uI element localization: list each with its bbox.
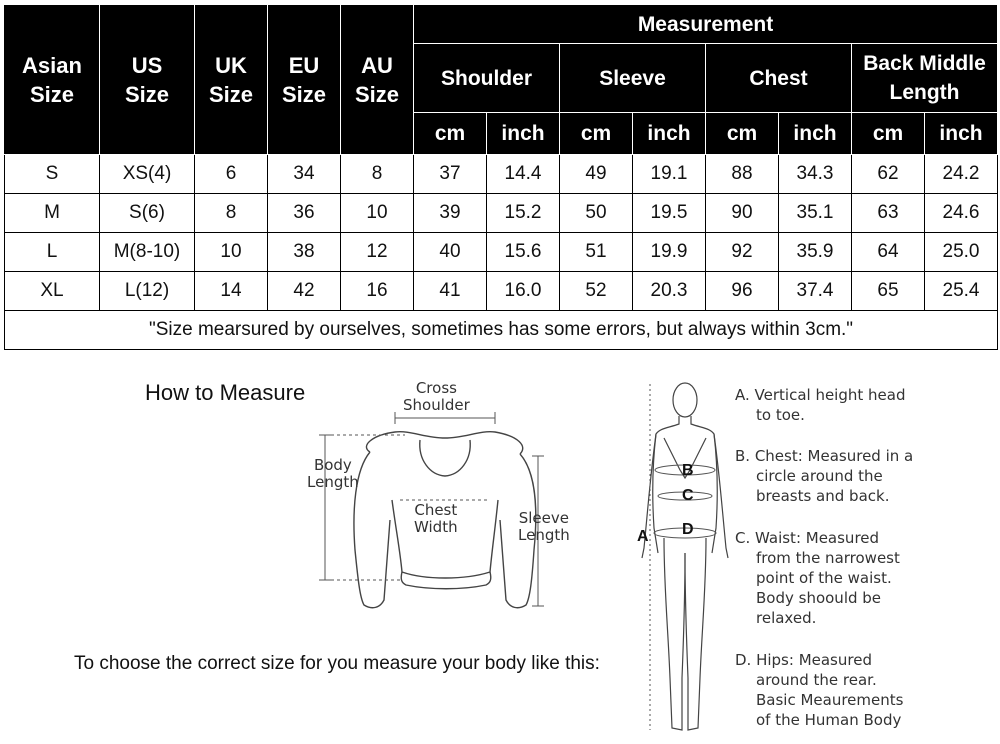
body-left-side (653, 416, 679, 553)
table-cell: S(6) (100, 194, 195, 233)
table-cell: 51 (560, 233, 633, 272)
header-eu-size: EU Size (268, 5, 341, 155)
size-table-body (5, 155, 998, 350)
table-cell: 36 (268, 194, 341, 233)
body-right-arm (714, 434, 728, 558)
header-asian-size: Asian Size (5, 5, 100, 155)
size-chart-table (4, 4, 998, 350)
table-cell: 90 (706, 194, 779, 233)
legend-a: A. Vertical height head to toe. (735, 386, 906, 424)
header-uk-size: UK Size (195, 5, 268, 155)
header-au-size: AU Size (341, 5, 414, 155)
table-cell: 52 (560, 272, 633, 311)
table-cell: 92 (706, 233, 779, 272)
sweater-collar-outline (366, 432, 522, 454)
table-cell: 41 (414, 272, 487, 311)
point-b-label: B (682, 462, 694, 479)
table-cell: L(12) (100, 272, 195, 311)
point-c-label: C (682, 487, 694, 504)
legend-c: C. Waist: Measured from the narrowest point of the waist. Body shoould be relaxed. (735, 529, 900, 627)
header-us-size: US Size (100, 5, 195, 155)
table-cell: 49 (560, 155, 633, 194)
table-cell: L (5, 233, 100, 272)
header-unit-cm: cm (560, 113, 633, 155)
table-cell: 12 (341, 233, 414, 272)
table-cell: S (5, 155, 100, 194)
sleeve-length-label: Sleeve Length (518, 509, 570, 544)
sweater-neckline (420, 440, 470, 476)
table-cell: 39 (414, 194, 487, 233)
table-cell: 37.4 (779, 272, 852, 311)
table-cell: 37 (414, 155, 487, 194)
table-cell: 14 (195, 272, 268, 311)
table-cell: 24.2 (925, 155, 998, 194)
body-head (673, 383, 697, 417)
point-a-label: A (637, 528, 649, 545)
body-right-leg (685, 538, 706, 730)
choose-size-instruction: To choose the correct size for you measure your body like this: (74, 653, 600, 674)
table-cell: 19.5 (633, 194, 706, 233)
table-cell: 24.6 (925, 194, 998, 233)
table-row (5, 194, 998, 233)
table-cell: 35.9 (779, 233, 852, 272)
table-row (5, 155, 998, 194)
body-length-label: Body Length (307, 456, 359, 491)
table-cell: M(8-10) (100, 233, 195, 272)
measurement-note: "Size mearsured by ourselves, sometimes has some errors, but always within 3cm." (5, 311, 998, 350)
table-cell: 65 (852, 272, 925, 311)
table-cell: 34 (268, 155, 341, 194)
legend-d: D. Hips: Measured around the rear. Basic Meaurements of the Human Body (735, 651, 904, 729)
table-cell: 20.3 (633, 272, 706, 311)
table-cell: 19.1 (633, 155, 706, 194)
table-cell: 8 (195, 194, 268, 233)
header-unit-cm: cm (414, 113, 487, 155)
table-cell: 35.1 (779, 194, 852, 233)
table-cell: 15.6 (487, 233, 560, 272)
cross-shoulder-label: Cross Shoulder (403, 379, 470, 414)
table-cell: 25.0 (925, 233, 998, 272)
header-unit-cm: cm (706, 113, 779, 155)
header-sleeve: Sleeve (560, 44, 706, 113)
table-cell: 14.4 (487, 155, 560, 194)
header-shoulder: Shoulder (414, 44, 560, 113)
body-left-leg (664, 538, 685, 730)
how-to-measure-title: How to Measure (145, 380, 306, 405)
table-cell: 88 (706, 155, 779, 194)
table-cell: 40 (414, 233, 487, 272)
header-unit-inch: inch (779, 113, 852, 155)
table-cell: 42 (268, 272, 341, 311)
point-d-label: D (682, 521, 694, 538)
header-unit-cm: cm (852, 113, 925, 155)
table-cell: XS(4) (100, 155, 195, 194)
chest-width-label: Chest Width (414, 501, 458, 536)
header-back-middle-length: Back Middle Length (852, 44, 998, 113)
table-cell: 50 (560, 194, 633, 233)
header-unit-inch: inch (633, 113, 706, 155)
header-measurement: Measurement (414, 5, 998, 44)
table-cell: M (5, 194, 100, 233)
table-cell: 10 (341, 194, 414, 233)
table-row (5, 233, 998, 272)
header-chest: Chest (706, 44, 852, 113)
table-cell: 38 (268, 233, 341, 272)
header-unit-inch: inch (487, 113, 560, 155)
table-cell: 62 (852, 155, 925, 194)
table-cell: 6 (195, 155, 268, 194)
table-cell: 64 (852, 233, 925, 272)
table-cell: 10 (195, 233, 268, 272)
table-cell: 63 (852, 194, 925, 233)
table-row (5, 272, 998, 311)
sweater-left-sleeve (354, 452, 390, 608)
legend-b: B. Chest: Measured in a circle around the breasts and back. (735, 447, 914, 505)
table-cell: 15.2 (487, 194, 560, 233)
table-cell: 16.0 (487, 272, 560, 311)
body-right-side (691, 416, 717, 553)
table-cell: 16 (341, 272, 414, 311)
table-cell: 8 (341, 155, 414, 194)
table-cell: 25.4 (925, 272, 998, 311)
header-unit-inch: inch (925, 113, 998, 155)
table-cell: XL (5, 272, 100, 311)
table-cell: 34.3 (779, 155, 852, 194)
human-body-diagram (630, 378, 740, 740)
table-cell: 96 (706, 272, 779, 311)
table-cell: 19.9 (633, 233, 706, 272)
